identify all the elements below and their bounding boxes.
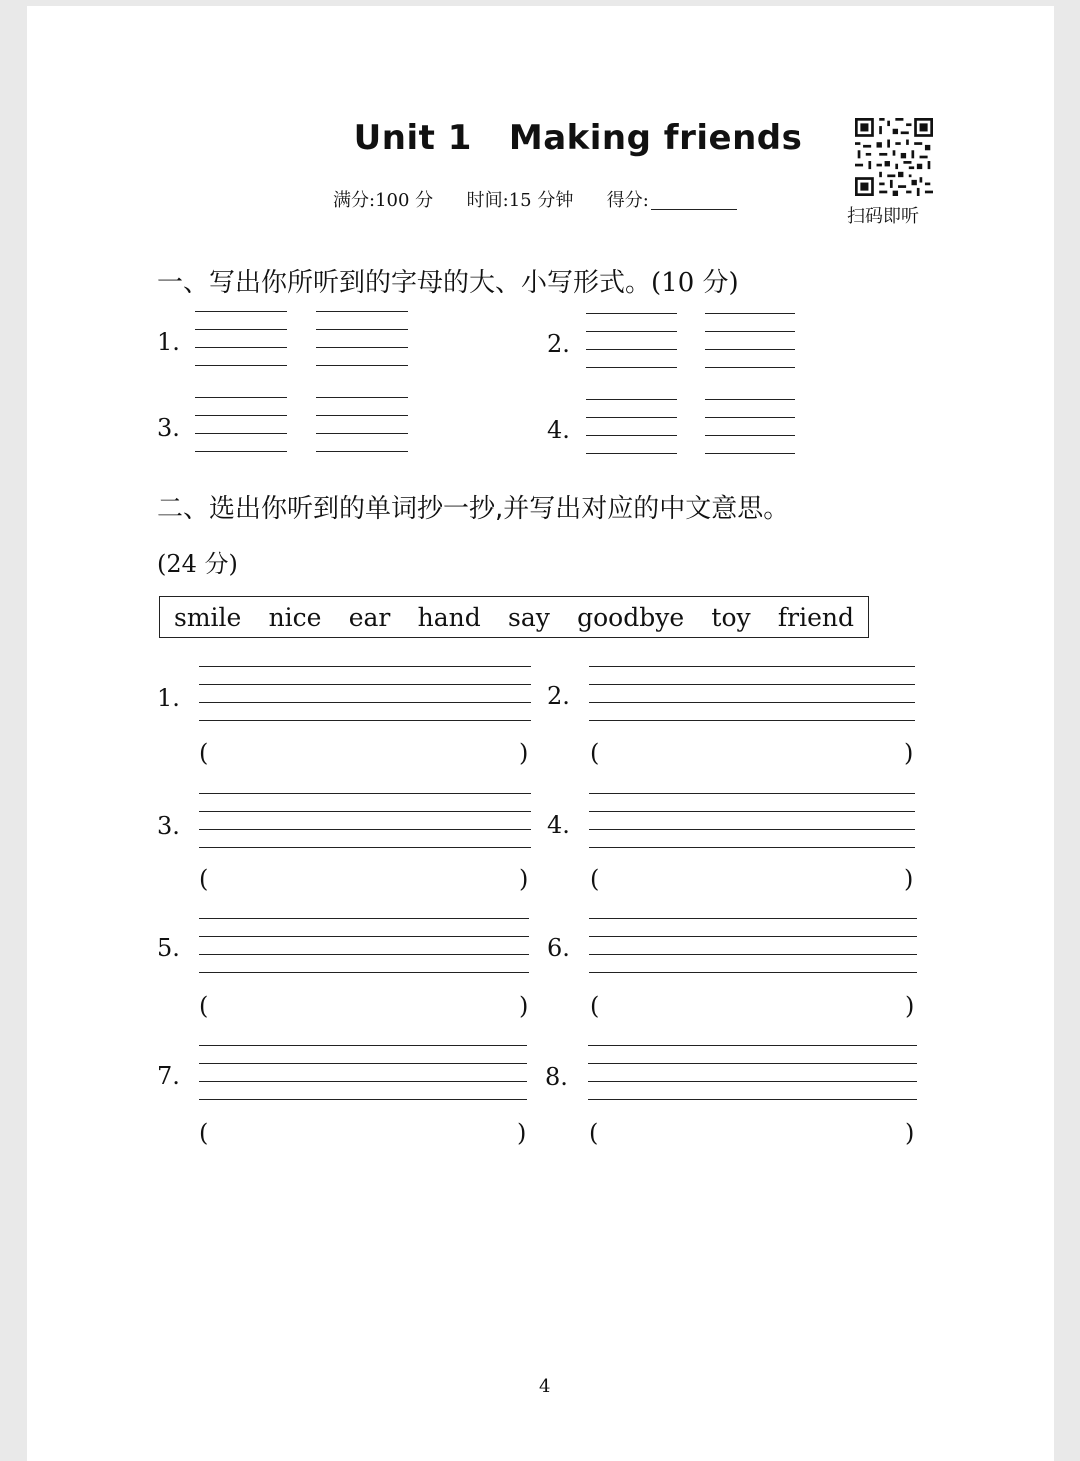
s1-item-number: 4. (547, 416, 570, 444)
qr-code-icon[interactable] (855, 118, 933, 196)
letter-writing-lines[interactable] (195, 397, 287, 451)
word-bank-word: nice (268, 602, 322, 632)
s2-item-number: 8. (545, 1063, 568, 1091)
meaning-paren-open: ( (590, 739, 600, 767)
page-number: 4 (539, 1376, 551, 1397)
meaning-paren-close: ) (519, 739, 529, 767)
section2-heading: 二、选出你听到的单词抄一抄,并写出对应的中文意思。 (157, 494, 790, 524)
meaning-paren-close: ) (519, 992, 529, 1020)
s2-item-number: 4. (547, 811, 570, 839)
letter-writing-lines[interactable] (316, 397, 408, 451)
meaning-paren-open: ( (589, 1119, 599, 1147)
score-label: 得分: (606, 190, 649, 211)
meaning-paren-close: ) (904, 865, 914, 893)
letter-writing-lines[interactable] (705, 399, 795, 453)
meaning-paren-open: ( (199, 992, 209, 1020)
s2-item-number: 6. (547, 934, 570, 962)
word-writing-lines[interactable] (199, 1045, 527, 1099)
word-writing-lines[interactable] (199, 793, 531, 847)
meaning-paren-open: ( (199, 1119, 209, 1147)
word-bank-word: ear (348, 602, 391, 632)
word-writing-lines[interactable] (589, 793, 915, 847)
meaning-paren-close: ) (517, 1119, 527, 1147)
letter-writing-lines[interactable] (705, 313, 795, 367)
s1-item-number: 2. (547, 330, 570, 358)
s2-item-number: 5. (157, 934, 180, 962)
s1-item-number: 1. (157, 328, 180, 356)
meaning-paren-open: ( (199, 739, 209, 767)
s2-item-number: 7. (157, 1062, 180, 1090)
letter-writing-lines[interactable] (195, 311, 287, 365)
word-writing-lines[interactable] (588, 1045, 917, 1099)
section1-points: (10 分) (651, 268, 739, 298)
section1-heading-text: 一、写出你所听到的字母的大、小写形式。 (157, 268, 652, 298)
s1-item-number: 3. (157, 414, 180, 442)
word-bank-word: hand (417, 602, 481, 632)
section1-heading (157, 262, 739, 299)
exam-meta (333, 186, 737, 212)
s2-item-number: 2. (547, 682, 570, 710)
score-blank[interactable] (651, 209, 737, 210)
word-writing-lines[interactable] (199, 666, 531, 720)
s2-item-number: 1. (157, 684, 180, 712)
letter-writing-lines[interactable] (586, 313, 677, 367)
word-writing-lines[interactable] (199, 918, 529, 972)
meaning-paren-open: ( (590, 992, 600, 1020)
meaning-paren-close: ) (519, 865, 529, 893)
meaning-paren-close: ) (905, 1119, 915, 1147)
word-bank (159, 596, 869, 638)
section2-points: (24 分) (157, 550, 238, 578)
word-bank-word: friend (777, 602, 854, 632)
meaning-paren-open: ( (590, 865, 600, 893)
qr-label: 扫码即听 (847, 206, 919, 227)
word-writing-lines[interactable] (589, 666, 915, 720)
meaning-paren-close: ) (905, 992, 915, 1020)
word-bank-word: goodbye (577, 602, 685, 632)
word-writing-lines[interactable] (589, 918, 917, 972)
word-bank-word: smile (174, 602, 242, 632)
word-bank-word: toy (711, 602, 751, 632)
time-limit: 时间:15 分钟 (466, 190, 574, 211)
meaning-paren-open: ( (199, 865, 209, 893)
letter-writing-lines[interactable] (586, 399, 677, 453)
worksheet-page (27, 6, 1054, 1461)
letter-writing-lines[interactable] (316, 311, 408, 365)
word-bank-word: say (508, 602, 550, 632)
meaning-paren-close: ) (904, 739, 914, 767)
s2-item-number: 3. (157, 812, 180, 840)
page-title: Unit 1 Making friends (353, 118, 803, 158)
full-marks: 满分:100 分 (333, 190, 434, 211)
